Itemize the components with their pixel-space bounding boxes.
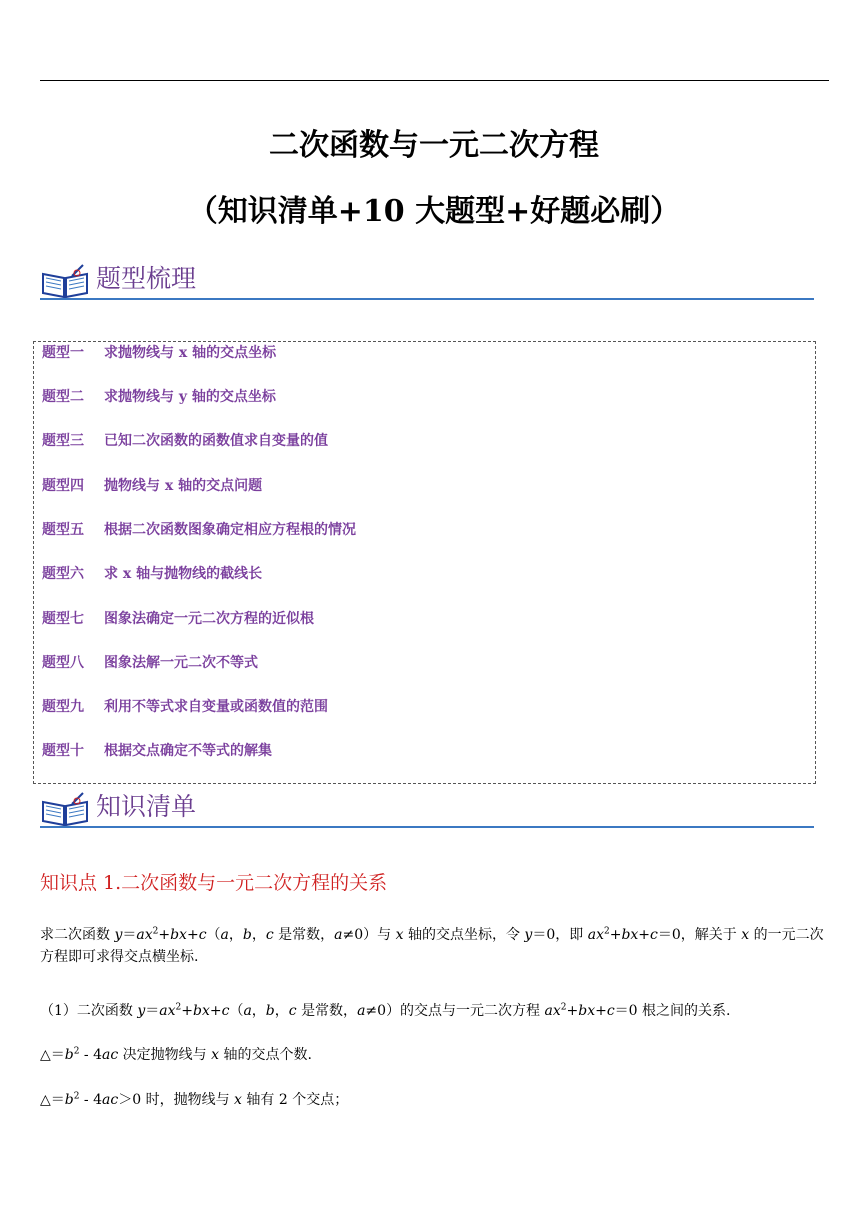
section-title-knowledge: 知识清单 [96,792,197,821]
type-item [42,387,276,407]
type-item [42,343,276,363]
type-item [42,476,262,496]
section-header-types [40,262,814,302]
text-run: 轴有 2 个交点； [241,1092,349,1108]
types-list-box [33,341,816,784]
paragraph-discriminant: $\triangle=b^2 - 4ac$ 决定抛物线与 x 轴的交点个数. [40,1046,312,1063]
type-tag: 题型六 [42,566,84,582]
text-run: 轴的交点个数. [219,1047,312,1063]
text-run: 的一元二次方程即可求得交点横坐标. [40,927,824,965]
text-run: 根之间的关系. [637,1003,731,1019]
type-tag: 题型二 [42,389,84,405]
type-text: 图象法解一元二次不等式 [104,655,258,671]
type-item [42,653,258,673]
type-item [42,609,314,629]
type-text: 求抛物线与 x 轴的交点坐标 [104,345,277,361]
type-text: 利用不等式求自变量或函数值的范围 [104,699,328,715]
type-text: 抛物线与 x 轴的交点问题 [104,478,263,494]
text-run: ）与 [363,927,396,943]
type-text: 根据二次函数图象确定相应方程根的情况 [104,522,356,538]
document-subtitle: （知识清单+10 大题型+好题必刷） [187,194,681,229]
text-run: （1）二次函数 [40,1003,138,1019]
type-text: 求 x 轴与抛物线的截线长 [104,566,263,582]
type-tag: 题型四 [42,478,84,494]
paragraph-case-positive: $\triangle=b^2 - 4ac>0$ 时，抛物线与 x 轴有 2 个交点； [40,1091,349,1108]
text-run: ）的交点与一元二次方程 [386,1003,545,1019]
knowledge-point-title: 知识点 1.二次函数与一元二次方程的关系 [40,872,388,894]
type-text: 图象法确定一元二次方程的近似根 [104,611,314,627]
type-text: 求抛物线与 y 轴的交点坐标 [104,389,276,405]
type-text: 已知二次函数的函数值求自变量的值 [104,433,328,449]
text-run: 轴的交点坐标，令 [403,927,525,943]
type-item [42,564,262,584]
section-rule [40,826,814,828]
open-book-icon [40,264,90,300]
text-run: 决定抛物线与 [118,1047,212,1063]
text-run: ，解关于 [680,927,742,943]
type-tag: 题型九 [42,699,84,715]
type-tag: 题型三 [42,433,84,449]
type-item [42,520,356,540]
type-item [42,741,272,761]
type-tag: 题型八 [42,655,84,671]
type-tag: 题型十 [42,743,84,759]
open-book-icon [40,792,90,828]
type-tag: 题型七 [42,611,84,627]
paragraph-relation: （1）二次函数 $y=ax^2+bx+c(a$，b，c 是常数，a≠0）的交点与一元二次方程 $ax^2+bx+c=0$ 根之间的关系. [40,1002,731,1019]
type-tag: 题型一 [42,345,84,361]
paragraph-intro: 求二次函数 $y=ax^2+bx+c(a$，b，c 是常数，a≠0）与 x 轴的交点坐标，令 y＝0，即 $ax^2+bx+c=0$，解关于 x 的一元二次方程即可求得交点横坐标. [40,926,824,965]
type-text: 根据交点确定不等式的解集 [104,743,272,759]
document-title: 二次函数与一元二次方程 [269,128,599,163]
text-run: （ [229,1003,244,1019]
text-run: （ [206,927,221,943]
text-run: 是常数， [301,1003,358,1019]
section-rule [40,298,814,300]
text-run: 求二次函数 [40,927,115,943]
text-run: ＞0 时，抛物线与 [118,1092,235,1108]
section-header-knowledge [40,790,814,830]
type-item [42,697,328,717]
header-rule [40,80,829,81]
text-run: 是常数， [278,927,335,943]
text-run: ，即 [555,927,588,943]
type-item [42,431,328,451]
section-title-types: 题型梳理 [96,264,197,293]
type-tag: 题型五 [42,522,84,538]
